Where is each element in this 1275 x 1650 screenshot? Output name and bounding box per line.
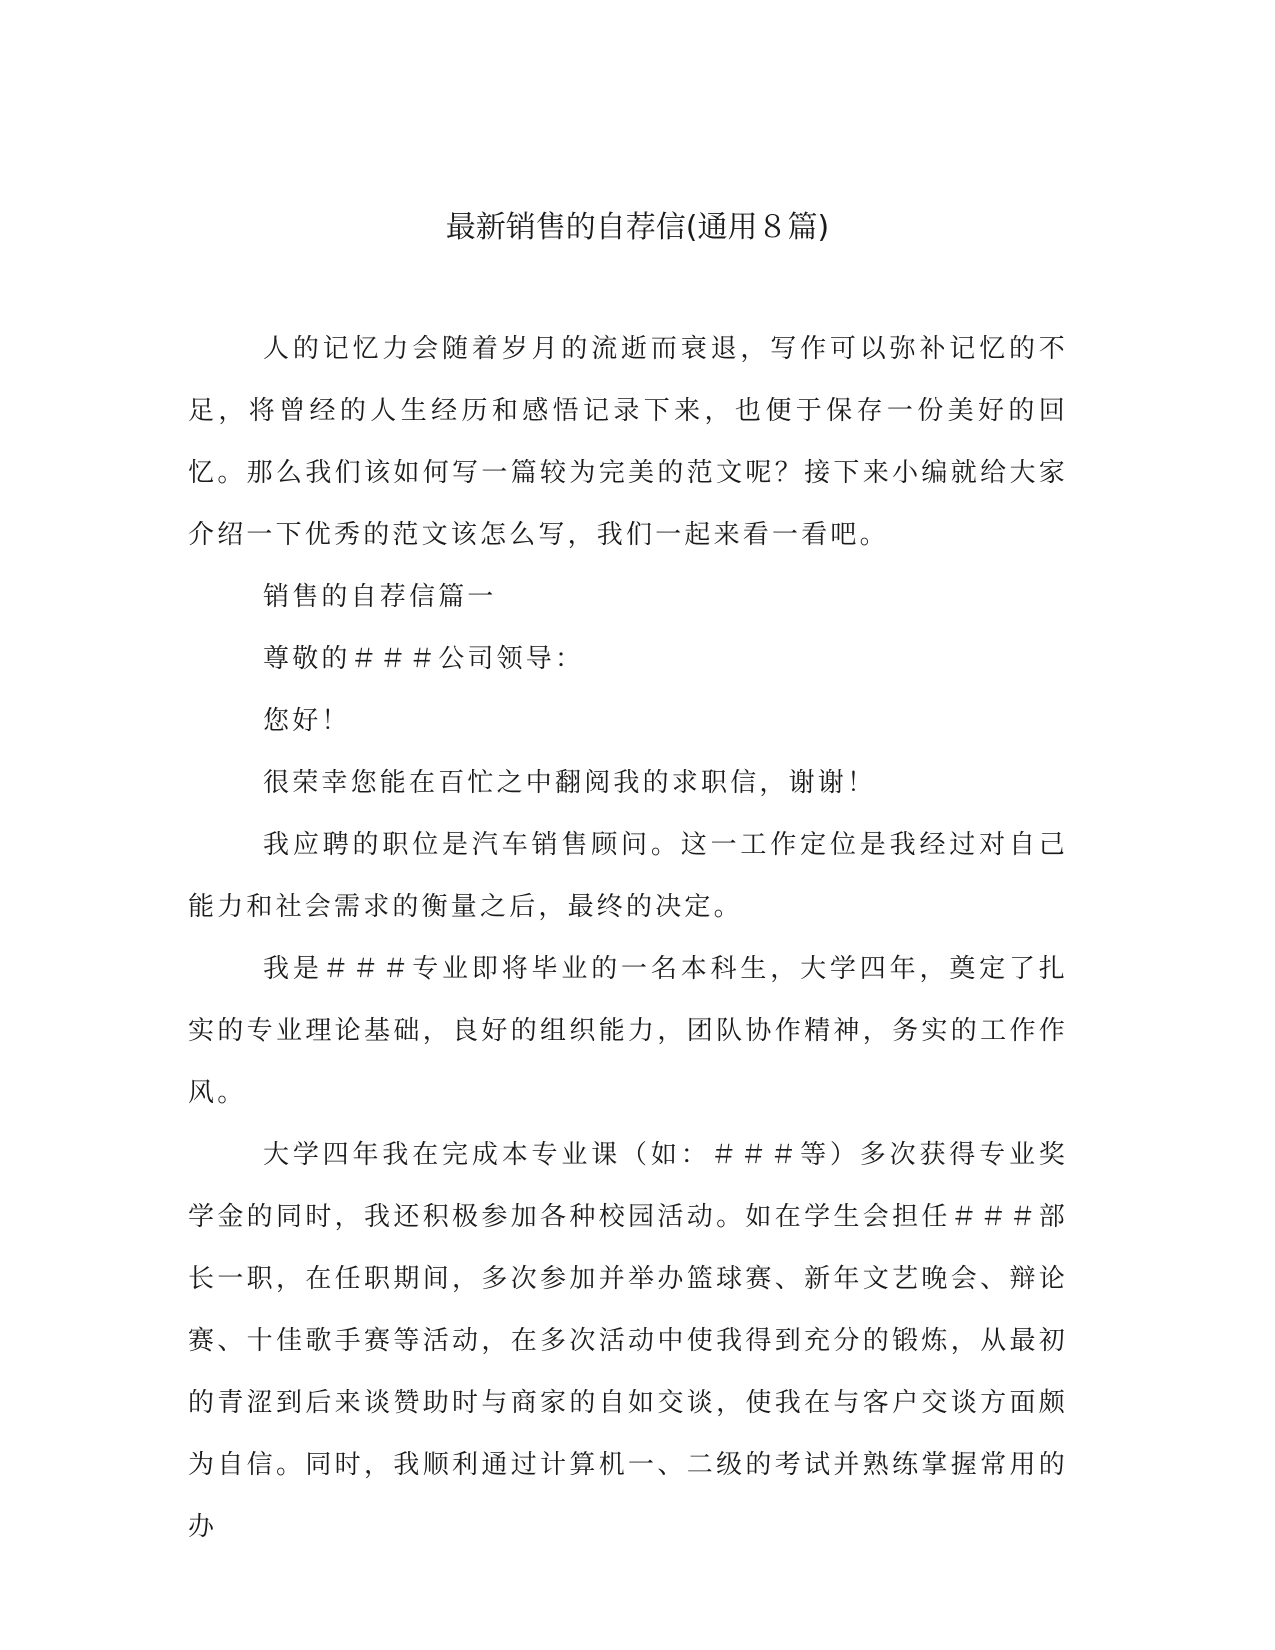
- paragraph-activities: 大学四年我在完成本专业课（如：＃＃＃等）多次获得专业奖学金的同时，我还积极参加各种校园活动。如在学生会担任＃＃＃部长一职，在任职期间，多次参加并举办篮球赛、新年文艺晚会、辩论赛、十佳歌手赛等活动，在多次活动中使我得到充分的锻炼，从最初的青涩到后来谈赞助时与商家的自如交谈，使我在与客户交谈方面颇为自信。同时，我顺利通过计算机一、二级的考试并熟练掌握常用的办: [188, 1140, 1068, 1542]
- document-body: [188, 318, 1068, 1558]
- paragraph-intro: 人的记忆力会随着岁月的流逝而衰退，写作可以弥补记忆的不足，将曾经的人生经历和感悟记录下来，也便于保存一份美好的回忆。那么我们该如何写一篇较为完美的范文呢？接下来小编就给大家介绍一下优秀的范文该怎么写，我们一起来看一看吧。: [188, 334, 1068, 550]
- document-title: 最新销售的自荐信(通用８篇): [445, 210, 830, 245]
- section-heading: 销售的自荐信篇一: [263, 582, 497, 612]
- paragraph-position: 我应聘的职位是汽车销售顾问。这一工作定位是我经过对自己能力和社会需求的衡量之后，最终的决定。: [188, 830, 1068, 922]
- paragraph-thanks: 很荣幸您能在百忙之中翻阅我的求职信，谢谢！: [263, 768, 877, 798]
- greeting: 您好！: [263, 706, 351, 736]
- salutation: 尊敬的＃＃＃公司领导：: [263, 644, 585, 674]
- paragraph-background: 我是＃＃＃专业即将毕业的一名本科生，大学四年，奠定了扎实的专业理论基础，良好的组织能力，团队协作精神，务实的工作作风。: [188, 954, 1068, 1108]
